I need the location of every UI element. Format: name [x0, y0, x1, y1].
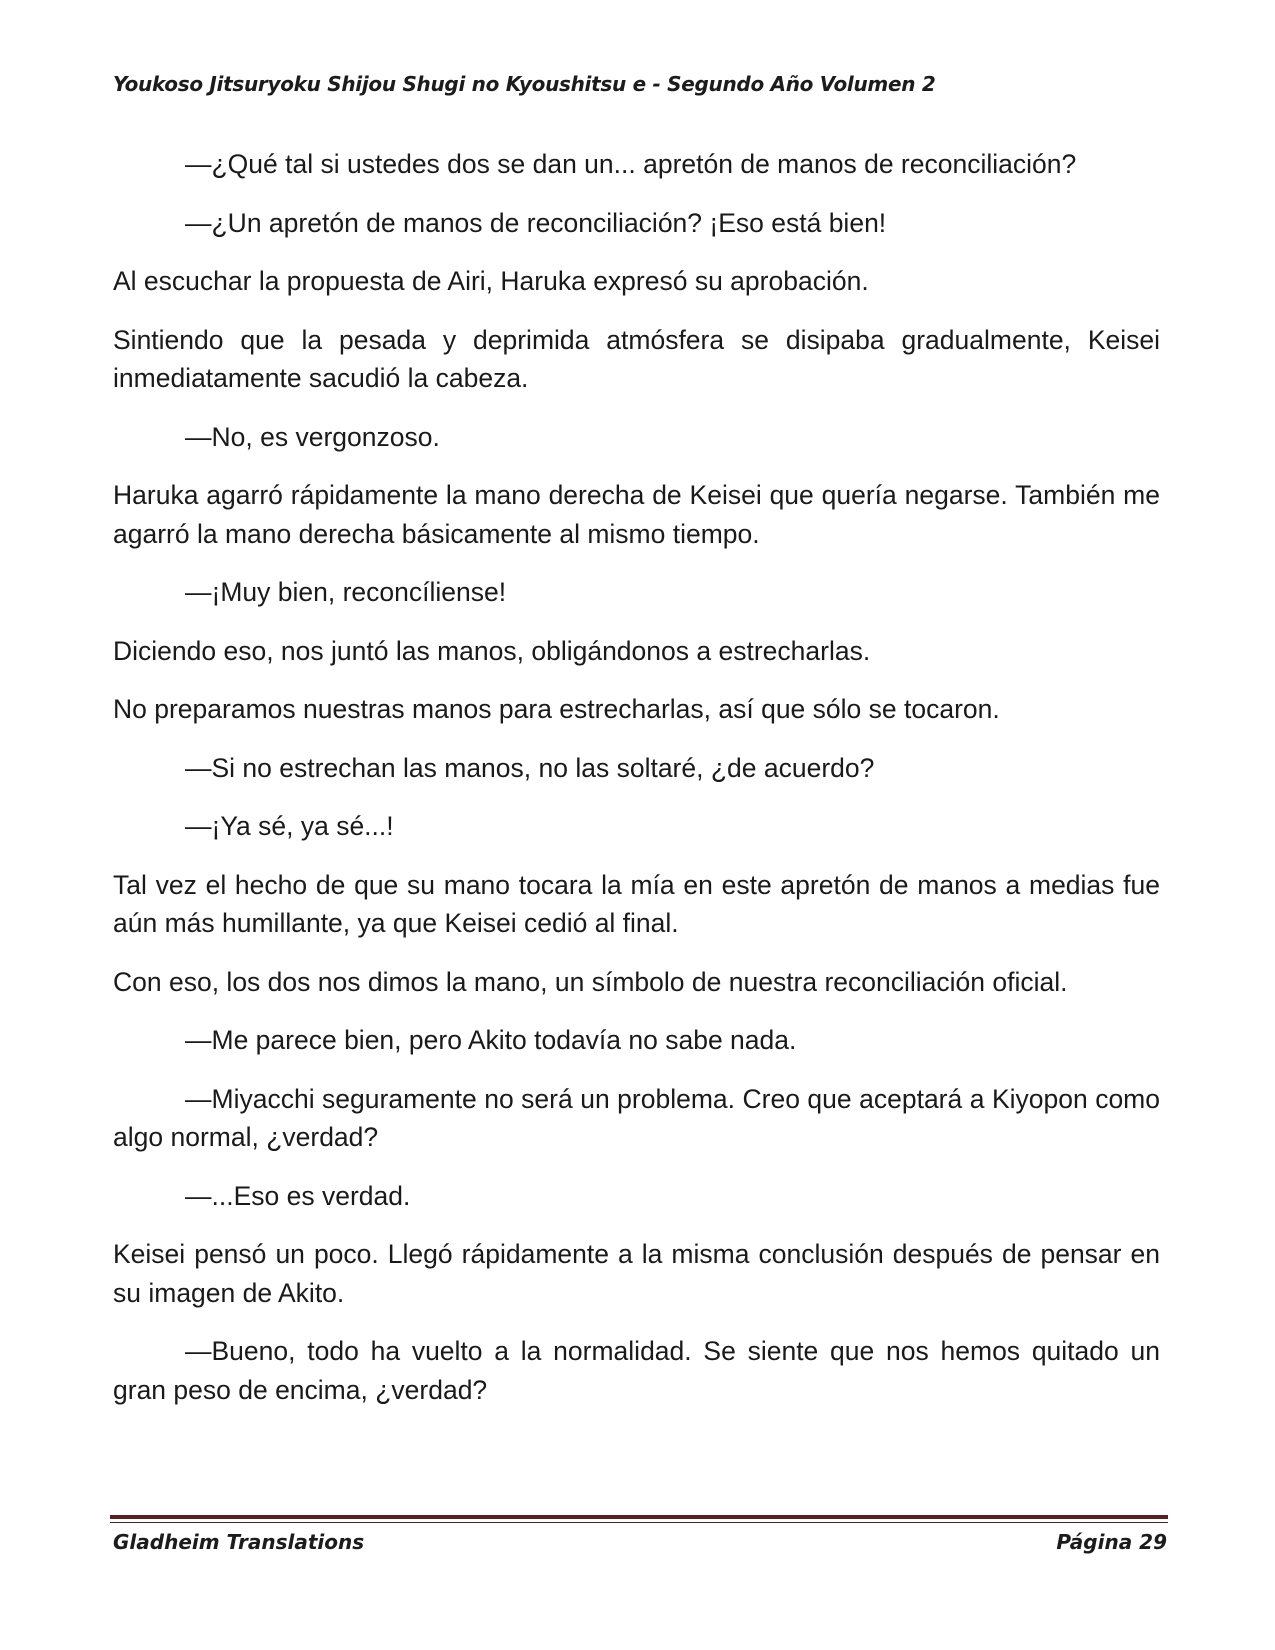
footer-translator-credit: Gladheim Translations [113, 1530, 365, 1554]
footer-page-number: Página 29 [1056, 1530, 1167, 1554]
paragraph-3: Al escuchar la propuesta de Airi, Haruka expresó su aprobación. [113, 266, 869, 296]
paragraph-17: Keisei pensó un poco. Llegó rápidamente a la misma conclusión después de pensar en su imagen de Akito. [113, 1239, 1160, 1308]
paragraph-11: —¡Ya sé, ya sé...! [185, 811, 394, 841]
footer-divider-thin [110, 1522, 1168, 1523]
paragraph-1: —¿Qué tal si ustedes dos se dan un... apretón de manos de reconciliación? [185, 149, 1077, 179]
paragraph-6: Haruka agarró rápidamente la mano derecha de Keisei que quería negarse. También me agarró la mano derecha básicamente al mismo tiempo. [113, 480, 1160, 549]
paragraph-15: —Miyacchi seguramente no será un problema. Creo que aceptará a Kiyopon como algo normal, ¿verdad? [113, 1083, 1160, 1152]
paragraph-4: Sintiendo que la pesada y deprimida atmósfera se disipaba gradualmente, Keisei inmediatamente sacudió la cabeza. [113, 324, 1160, 393]
paragraph-12: Tal vez el hecho de que su mano tocara la mía en este apretón de manos a medias fue aún más humillante, ya que Keisei cedió al final. [113, 869, 1160, 938]
paragraph-14: —Me parece bien, pero Akito todavía no sabe nada. [185, 1025, 797, 1055]
paragraph-18: —Bueno, todo ha vuelto a la normalidad. Se siente que nos hemos quitado un gran peso de encima, ¿verdad? [113, 1336, 1160, 1405]
paragraph-13: Con eso, los dos nos dimos la mano, un símbolo de nuestra reconciliación oficial. [113, 966, 1068, 997]
footer-divider [110, 1515, 1168, 1519]
paragraph-2: —¿Un apretón de manos de reconciliación? ¡Eso está bien! [185, 207, 887, 238]
paragraph-16: —...Eso es verdad. [185, 1180, 411, 1211]
paragraph-10: —Si no estrechan las manos, no las soltaré, ¿de acuerdo? [185, 752, 875, 783]
paragraph-9: No preparamos nuestras manos para estrecharlas, así que sólo se tocaron. [113, 694, 1000, 724]
page-body [113, 145, 1160, 1429]
paragraph-7: —¡Muy bien, reconcíliense! [185, 577, 507, 607]
page-header-title: Youkoso Jitsuryoku Shijou Shugi no Kyoushitsu e - Segundo Año Volumen 2 [113, 72, 936, 96]
paragraph-8: Diciendo eso, nos juntó las manos, obligándonos a estrecharlas. [113, 635, 871, 666]
paragraph-5: —No, es vergonzoso. [185, 421, 440, 452]
